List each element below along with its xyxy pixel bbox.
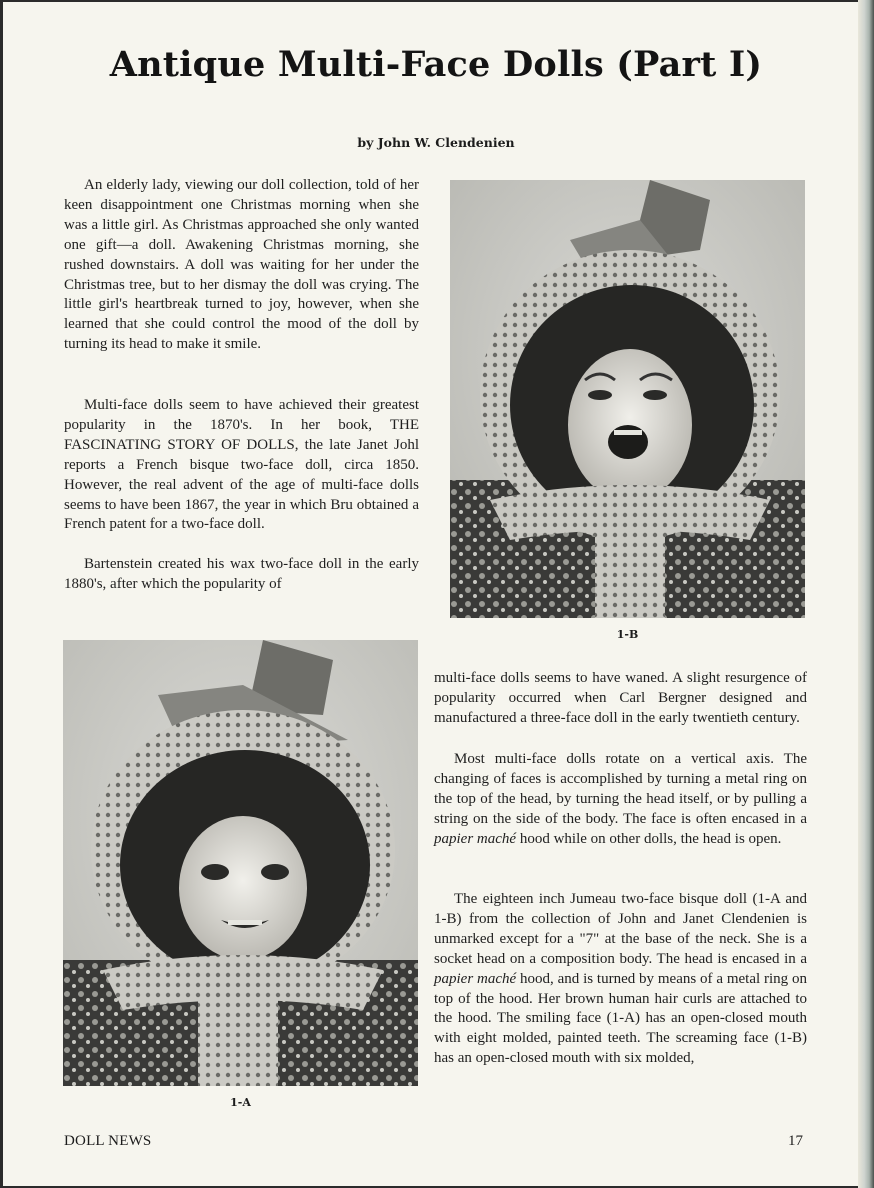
paragraph-5: Most multi-face dolls rotate on a vertical axis. The changing of faces is accomplished by turning a metal ring on the top of the head, by turning the head itself, or by pulling a string on the side of the body. The face is often encased in a papier maché hood while on other dolls, the head is open. bbox=[434, 751, 807, 847]
paragraph-6: The eighteen inch Jumeau two-face bisque doll (1-A and 1-B) from the collection of John and Janet Clendenien is unmarked except for a "7" at the base of the neck. She is a socket head on a composition body. The head is encased in a papier maché hood, and is turned by means of a metal ring on top of the hood. Her brown human hair curls are attached to the hood. The smiling face (1-A) has an open-closed mouth with eight molded, painted teeth. The screaming face (1-B) has an open-closed mouth with six molded, bbox=[434, 891, 808, 1067]
article-byline: by John W. Clendenien bbox=[357, 135, 515, 150]
article-title: Antique Multi-Face Dolls (Part I) bbox=[109, 44, 763, 85]
page-edge bbox=[858, 0, 874, 1188]
paragraph-2: Multi-face dolls seem to have achieved their greatest popularity in the 1870's. In her book, THE FASCINATING STORY OF DOLLS, the late Janet Johl reports a French bisque two-face doll, circa 1850. However, the real advent of the age of multi-face dolls seems to have been 1867, the year in which Bru obtained a French patent for a two-face doll. bbox=[64, 397, 419, 533]
paragraph-1: An elderly lady, viewing our doll collection, told of her keen disappointment one Christmas morning when she was a little girl. As Christmas approached she only wanted one gift—a doll. Awakening Christmas morning, she rushed downstairs. A doll was waiting for her under the Christmas tree, but to her dismay the doll was crying. The little girl's heartbreak turned to joy, however, when she learned that she could control the mood of the doll by turning its head to make it smile. bbox=[64, 177, 419, 353]
page-number: 17 bbox=[788, 1133, 803, 1149]
doll-photo-screaming bbox=[450, 180, 805, 618]
caption-1a: 1-A bbox=[230, 1096, 251, 1109]
paragraph-4: multi-face dolls seems to have waned. A slight resurgence of popularity occurred when Carl Bergner designed and manufactured a three-face doll in the early twentieth century. bbox=[434, 670, 807, 726]
caption-1b: 1-B bbox=[616, 628, 639, 641]
doll-photo-smiling bbox=[63, 640, 418, 1086]
publication-name: DOLL NEWS bbox=[64, 1133, 152, 1149]
paragraph-3: Bartenstein created his wax two-face doll in the early 1880's, after which the popularity of bbox=[64, 556, 419, 592]
